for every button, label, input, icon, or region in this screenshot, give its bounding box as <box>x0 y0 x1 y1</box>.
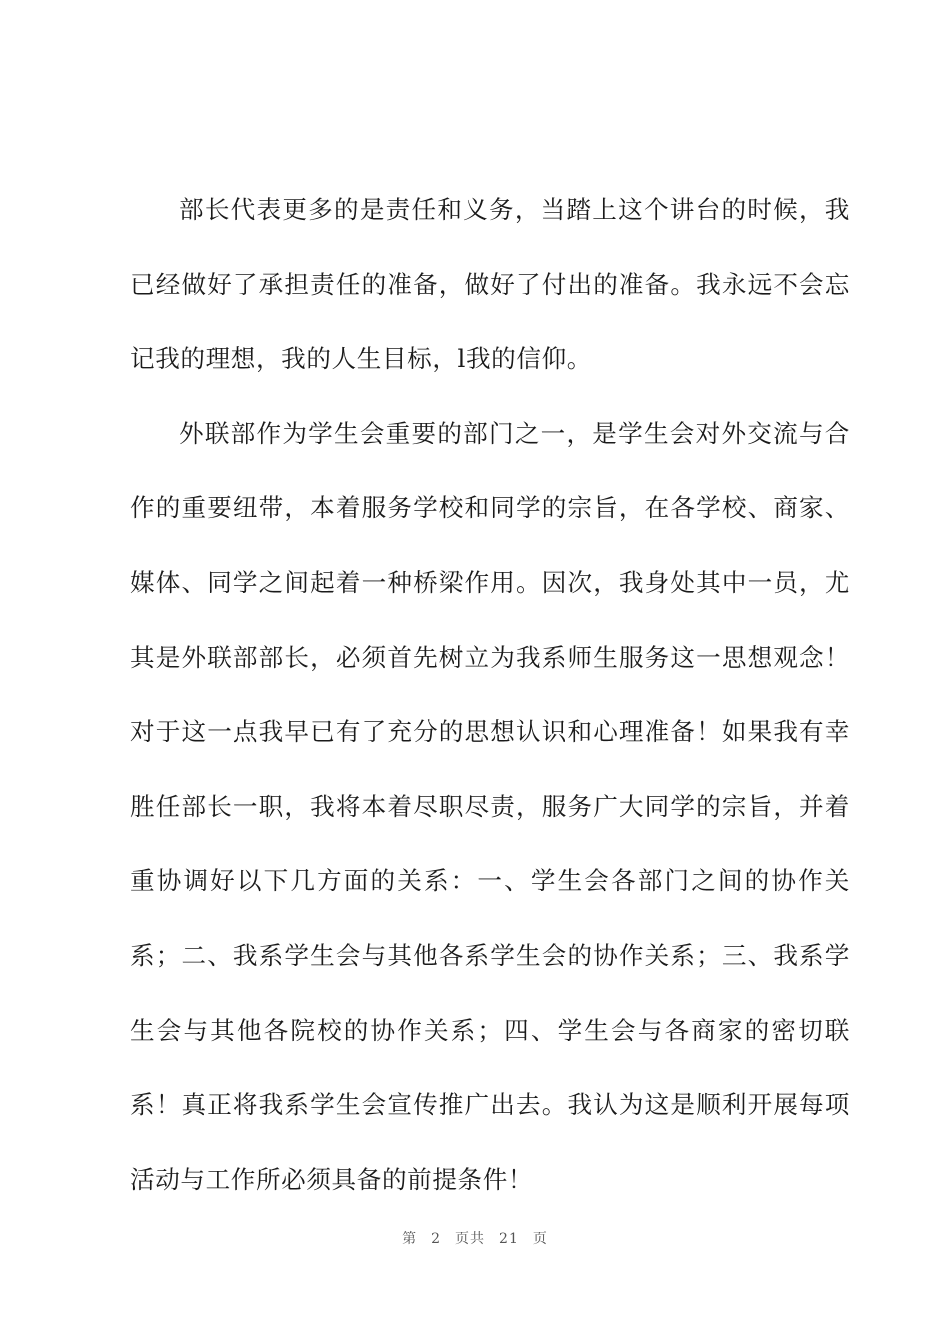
paragraph-2: 外联部作为学生会重要的部门之一，是学生会对外交流与合作的重要纽带，本着服务学校和同学的宗旨，在各学校、商家、媒体、同学之间起着一种桥梁作用。因次，我身处其中一员，尤其是外联部部长，必须首先树立为我系师生服务这一思想观念！对于这一点我早已有了充分的思想认识和心理准备！如果我有幸胜任部长一职，我将本着尽职尽责，服务广大同学的宗旨，并着重协调好以下几方面的关系：一、学生会各部门之间的协作关系；二、我系学生会与其他各系学生会的协作关系；三、我系学生会与其他各院校的协作关系；四、学生会与各商家的密切联系！真正将我系学生会宣传推广出去。我认为这是顺利开展每项活动与工作所必须具备的前提条件！ <box>130 418 850 1194</box>
document-body <box>130 173 850 1217</box>
footer-page-number: 2 <box>431 1231 442 1247</box>
paragraph-1: 部长代表更多的是责任和义务，当踏上这个讲台的时候，我已经做好了承担责任的准备，做好了付出的准备。我永远不会忘记我的理想，我的人生目标，l我的信仰。 <box>130 195 850 374</box>
footer-suffix: 页 <box>532 1231 548 1247</box>
footer-middle: 页共 <box>455 1231 486 1247</box>
page-footer <box>0 1228 950 1248</box>
footer-prefix: 第 <box>402 1231 418 1247</box>
footer-page-total: 21 <box>499 1231 519 1247</box>
